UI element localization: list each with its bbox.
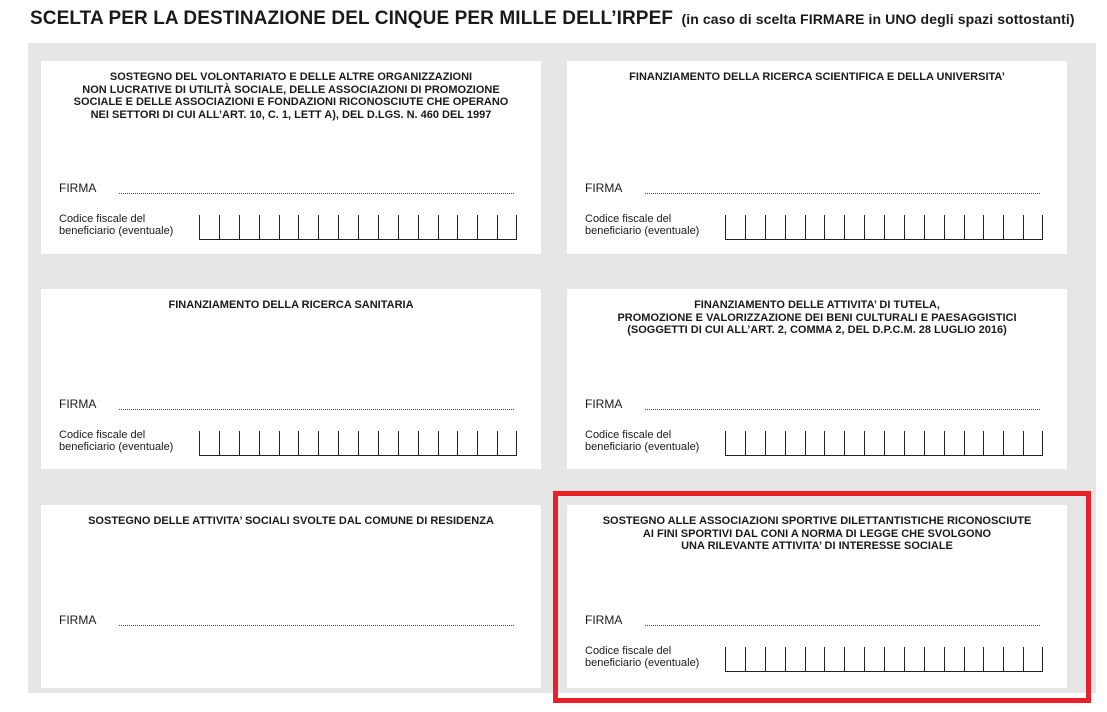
cf-cell-divider xyxy=(516,215,517,239)
codice-fiscale-field xyxy=(59,429,539,459)
cf-cell-divider xyxy=(338,215,339,239)
firma-field[interactable] xyxy=(59,613,531,627)
cf-cell-divider xyxy=(279,215,280,239)
cf-cell-divider xyxy=(477,431,478,455)
cf-cell-divider xyxy=(418,215,419,239)
cf-cell-divider xyxy=(944,431,945,455)
box-volontariato xyxy=(41,61,541,254)
cf-label-line: beneficiario (eventuale) xyxy=(585,441,700,453)
heading-line: PROMOZIONE E VALORIZZAZIONE DEI BENI CULTURALI E PAESAGGISTICI xyxy=(617,311,1017,324)
heading-line: SOCIALE E DELLE ASSOCIAZIONI E FONDAZIONI RICONOSCIUTE CHE OPERANO xyxy=(73,96,509,108)
cf-cell-divider xyxy=(785,431,786,455)
cf-cell-divider xyxy=(1042,431,1043,455)
box-beni-culturali xyxy=(567,289,1067,469)
cf-cell-divider xyxy=(438,431,439,455)
firma-label: FIRMA xyxy=(59,181,97,195)
cf-cell-divider xyxy=(824,431,825,455)
box-heading xyxy=(51,299,531,312)
box-heading xyxy=(577,71,1057,84)
firma-label: FIRMA xyxy=(585,613,623,627)
cf-cell-divider xyxy=(219,431,220,455)
codice-fiscale-field xyxy=(585,213,1065,243)
cf-label-line: beneficiario (eventuale) xyxy=(59,441,174,453)
cf-cell-divider xyxy=(497,215,498,239)
firma-label: FIRMA xyxy=(59,613,97,627)
cf-cell-divider xyxy=(805,431,806,455)
cf-cell-divider xyxy=(1003,431,1004,455)
cf-cell-divider xyxy=(904,215,905,239)
cf-label-line: Codice fiscale del xyxy=(59,429,146,441)
heading-line: NON LUCRATIVE DI UTILITÀ SOCIALE, DELLE ASSOCIAZIONI DI PROMOZIONE xyxy=(82,83,500,96)
cf-cell-divider xyxy=(516,431,517,455)
cf-cell-divider xyxy=(864,215,865,239)
cf-label-line: beneficiario (eventuale) xyxy=(585,225,700,237)
box-ricerca-sanitaria xyxy=(41,289,541,469)
cf-cell-divider xyxy=(1023,431,1024,455)
heading-line: SOSTEGNO DEL VOLONTARIATO E DELLE ALTRE ORGANIZZAZIONI xyxy=(109,71,473,83)
cf-cell-divider xyxy=(358,215,359,239)
cf-cell-divider xyxy=(298,215,299,239)
cf-label-line: Codice fiscale del xyxy=(585,645,672,657)
cf-cell-divider xyxy=(765,431,766,455)
cf-label-line: Codice fiscale del xyxy=(585,429,672,441)
cf-cell-divider xyxy=(844,431,845,455)
codice-fiscale-field xyxy=(585,429,1065,459)
cf-label-line: Codice fiscale del xyxy=(59,213,146,225)
cf-cell-divider xyxy=(199,215,200,239)
cf-cell-divider xyxy=(884,431,885,455)
form-title-instruction: (in caso di scelta FIRMARE in UNO degli spazi sottostanti) xyxy=(681,11,1075,27)
firma-label: FIRMA xyxy=(59,397,97,411)
cf-cell-divider xyxy=(725,431,726,455)
cf-label-line: Codice fiscale del xyxy=(585,213,672,225)
cf-cell-divider xyxy=(338,431,339,455)
cf-cell-divider xyxy=(259,431,260,455)
cf-cell-divider xyxy=(924,215,925,239)
cf-label-line: beneficiario (eventuale) xyxy=(585,657,700,669)
box-heading xyxy=(51,515,531,528)
cf-cell-divider xyxy=(765,215,766,239)
cf-cell-divider xyxy=(944,215,945,239)
codice-fiscale-label xyxy=(585,213,699,237)
cf-cell-divider xyxy=(259,215,260,239)
codice-fiscale-input[interactable] xyxy=(199,215,517,240)
firma-label: FIRMA xyxy=(585,397,623,411)
codice-fiscale-label xyxy=(59,213,173,237)
firma-field[interactable] xyxy=(59,397,531,411)
heading-line: FINANZIAMENTO DELLA RICERCA SANITARIA xyxy=(168,299,414,311)
cf-cell-divider xyxy=(477,215,478,239)
cf-cell-divider xyxy=(1023,215,1024,239)
box-comune-residenza xyxy=(41,505,541,688)
selection-highlight xyxy=(553,491,1091,703)
firma-line[interactable] xyxy=(119,409,514,410)
firma-label: FIRMA xyxy=(585,181,623,195)
cf-cell-divider xyxy=(219,215,220,239)
heading-line: FINANZIAMENTO DELLE ATTIVITA’ DI TUTELA, xyxy=(694,299,940,311)
firma-field[interactable] xyxy=(585,181,1057,195)
heading-line: AI FINI SPORTIVI DAL CONI A NORMA DI LEGGE CHE SVOLGONO xyxy=(642,527,992,540)
cf-cell-divider xyxy=(279,431,280,455)
cf-label-line: beneficiario (eventuale) xyxy=(59,225,174,237)
codice-fiscale-input[interactable] xyxy=(725,431,1043,456)
form-title-main: SCELTA PER LA DESTINAZIONE DEL CINQUE PER MILLE DELL’IRPEF xyxy=(30,8,674,29)
codice-fiscale-field xyxy=(59,213,539,243)
heading-line: UNA RILEVANTE ATTIVITA’ DI INTERESSE SOCIALE xyxy=(681,540,953,552)
codice-fiscale-input[interactable] xyxy=(199,431,517,456)
cf-cell-divider xyxy=(298,431,299,455)
cf-cell-divider xyxy=(964,215,965,239)
firma-line[interactable] xyxy=(119,193,514,194)
firma-line[interactable] xyxy=(119,625,514,626)
cf-cell-divider xyxy=(378,215,379,239)
cf-cell-divider xyxy=(725,215,726,239)
firma-field[interactable] xyxy=(585,397,1057,411)
cf-cell-divider xyxy=(983,431,984,455)
cf-cell-divider xyxy=(964,431,965,455)
cf-cell-divider xyxy=(904,431,905,455)
cf-cell-divider xyxy=(239,431,240,455)
cf-cell-divider xyxy=(438,215,439,239)
firma-line[interactable] xyxy=(645,409,1040,410)
cf-cell-divider xyxy=(924,431,925,455)
cf-cell-divider xyxy=(457,215,458,239)
cf-cell-divider xyxy=(745,431,746,455)
cf-cell-divider xyxy=(844,215,845,239)
cf-cell-divider xyxy=(378,431,379,455)
box-heading xyxy=(577,299,1057,337)
cf-cell-divider xyxy=(457,431,458,455)
box-heading xyxy=(51,71,531,121)
codice-fiscale-label xyxy=(585,429,699,453)
cf-cell-divider xyxy=(239,215,240,239)
cf-cell-divider xyxy=(358,431,359,455)
cf-cell-divider xyxy=(199,431,200,455)
codice-fiscale-label xyxy=(59,429,173,453)
cf-cell-divider xyxy=(418,431,419,455)
cf-cell-divider xyxy=(884,215,885,239)
cf-cell-divider xyxy=(745,215,746,239)
cf-cell-divider xyxy=(864,431,865,455)
firma-line[interactable] xyxy=(645,193,1040,194)
cf-cell-divider xyxy=(983,215,984,239)
heading-line: SOSTEGNO ALLE ASSOCIAZIONI SPORTIVE DILETTANTISTICHE RICONOSCIUTE xyxy=(602,515,1032,527)
cf-cell-divider xyxy=(318,215,319,239)
firma-field[interactable] xyxy=(59,181,531,195)
cf-cell-divider xyxy=(318,431,319,455)
cf-cell-divider xyxy=(398,431,399,455)
heading-line: SOSTEGNO DELLE ATTIVITA’ SOCIALI SVOLTE DAL COMUNE DI RESIDENZA xyxy=(88,515,494,527)
box-ricerca-scientifica xyxy=(567,61,1067,254)
cf-cell-divider xyxy=(1003,215,1004,239)
cf-cell-divider xyxy=(785,215,786,239)
form-title xyxy=(30,8,1075,30)
codice-fiscale-input[interactable] xyxy=(725,215,1043,240)
cf-cell-divider xyxy=(805,215,806,239)
heading-line: (SOGGETTI DI CUI ALL’ART. 2, COMMA 2, DEL D.P.C.M. 28 LUGLIO 2016) xyxy=(627,324,1007,336)
heading-line: FINANZIAMENTO DELLA RICERCA SCIENTIFICA E DELLA UNIVERSITA’ xyxy=(629,71,1005,83)
cf-cell-divider xyxy=(497,431,498,455)
heading-line: NEI SETTORI DI CUI ALL’ART. 10, C. 1, LETT A), DEL D.LGS. N. 460 DEL 1997 xyxy=(90,108,492,121)
cf-cell-divider xyxy=(824,215,825,239)
cf-cell-divider xyxy=(1042,215,1043,239)
cf-cell-divider xyxy=(398,215,399,239)
